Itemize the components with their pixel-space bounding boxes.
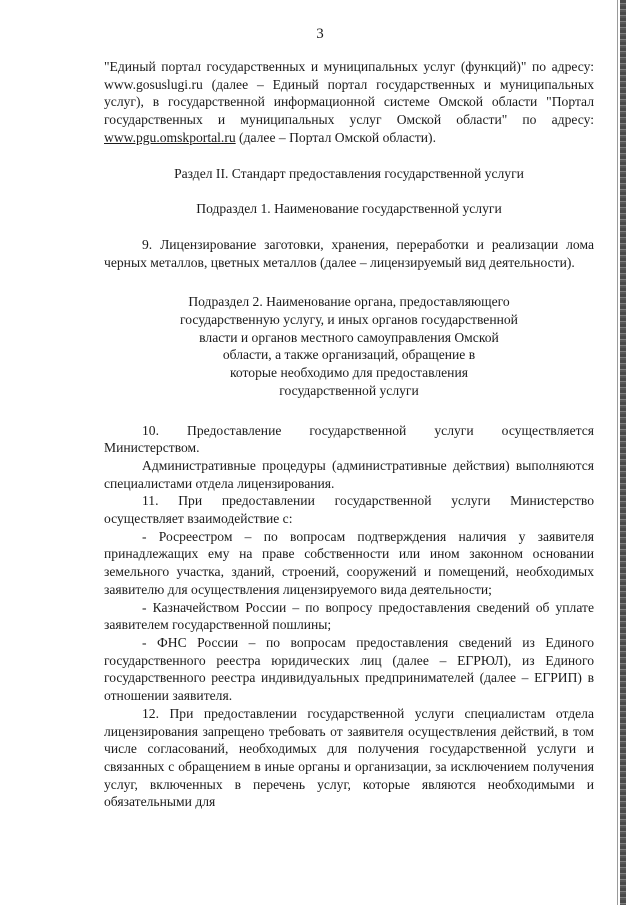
paragraph-11-treasury: - Казначейством России – по вопросу предоставления сведений об уплате заявителем государственной пошлины; [104,599,594,633]
intro-paragraph [104,58,594,147]
subsection-1-title: Подраздел 1. Наименование государственной услуги [196,201,502,217]
subsection-2-title-line: которые необходимо для предоставления [230,365,468,381]
spacer [104,182,594,200]
spacer [104,147,594,165]
paragraph-11: 11. При предоставлении государственной услуги Министерство осуществляет взаимодействие с: [104,493,594,527]
paragraph-9: 9. Лицензирование заготовки, хранения, переработки и реализации лома черных металлов, цветных металлов (далее – лицензируемый вид деятельности). [104,236,594,270]
document-body [104,58,594,811]
scan-edge-line [617,0,618,905]
paragraph-11-rosreestr: - Росреестром – по вопросам подтверждения наличия у заявителя принадлежащих ему на праве собственности или ином законном основании земельного участка, зданий, строений, сооружений и помещений, необходимых заявителю для осуществления лицензируемого вида деятельности; [104,528,594,597]
paragraph-12: 12. При предоставлении государственной услуги специалистам отдела лицензирования запрещено требовать от заявителя осуществления действий, в том числе согласований, необходимых для получения государственной услуги и связанных с обращением в иные органы и организации, за исключением получения услуг, включенных в перечень услуг, которые являются необходимыми и обязательными для [104,705,594,810]
paragraph-11-fns: - ФНС России – по вопросам предоставления сведений из Единого государственного реестра юридических лиц (далее – ЕГРЮЛ), из Единого государственного реестра индивидуальных предпринимателей (далее – ЕГРИП) в отношении заявителя. [104,634,594,704]
paragraph-10: 10. Предоставление государственной услуги осуществляется Министерством. [104,422,594,456]
spacer [104,271,594,293]
scan-edge-strip [620,0,626,905]
subsection-2-title-line: области, а также организаций, обращение в [222,347,476,363]
subsection-2-title-line: Подраздел 2. Наименование органа, предоставляющего [188,294,510,310]
page-number: 3 [316,26,324,42]
spacer [104,400,594,422]
subsection-2-title-line: государственной услуги [279,382,419,398]
paragraph-10-procedures: Административные процедуры (административные действия) выполняются специалистами отдела лицензирования. [104,457,594,491]
subsection-2-title-line: государственную услугу, и иных органов государственной [180,312,518,328]
section-2-title: Раздел II. Стандарт предоставления государственной услуги [174,165,524,181]
spacer [104,218,594,236]
portal-link[interactable]: www.pgu.omskportal.ru [104,129,236,145]
intro-text: "Единый портал государственных и муниципальных услуг (функций)" по адресу: www.gosuslugi.ru (далее – Единый портал государственных и муниципальных услуг), в государственной информационной системе Омской области "Портал государственных и муниципальных услуг Омской области" по адресу: [104,59,594,128]
intro-text-end: (далее – Портал Омской области). [235,129,436,145]
subsection-2-title-line: власти и органов местного самоуправления Омской [199,329,499,345]
subsection-2-title [104,293,594,399]
